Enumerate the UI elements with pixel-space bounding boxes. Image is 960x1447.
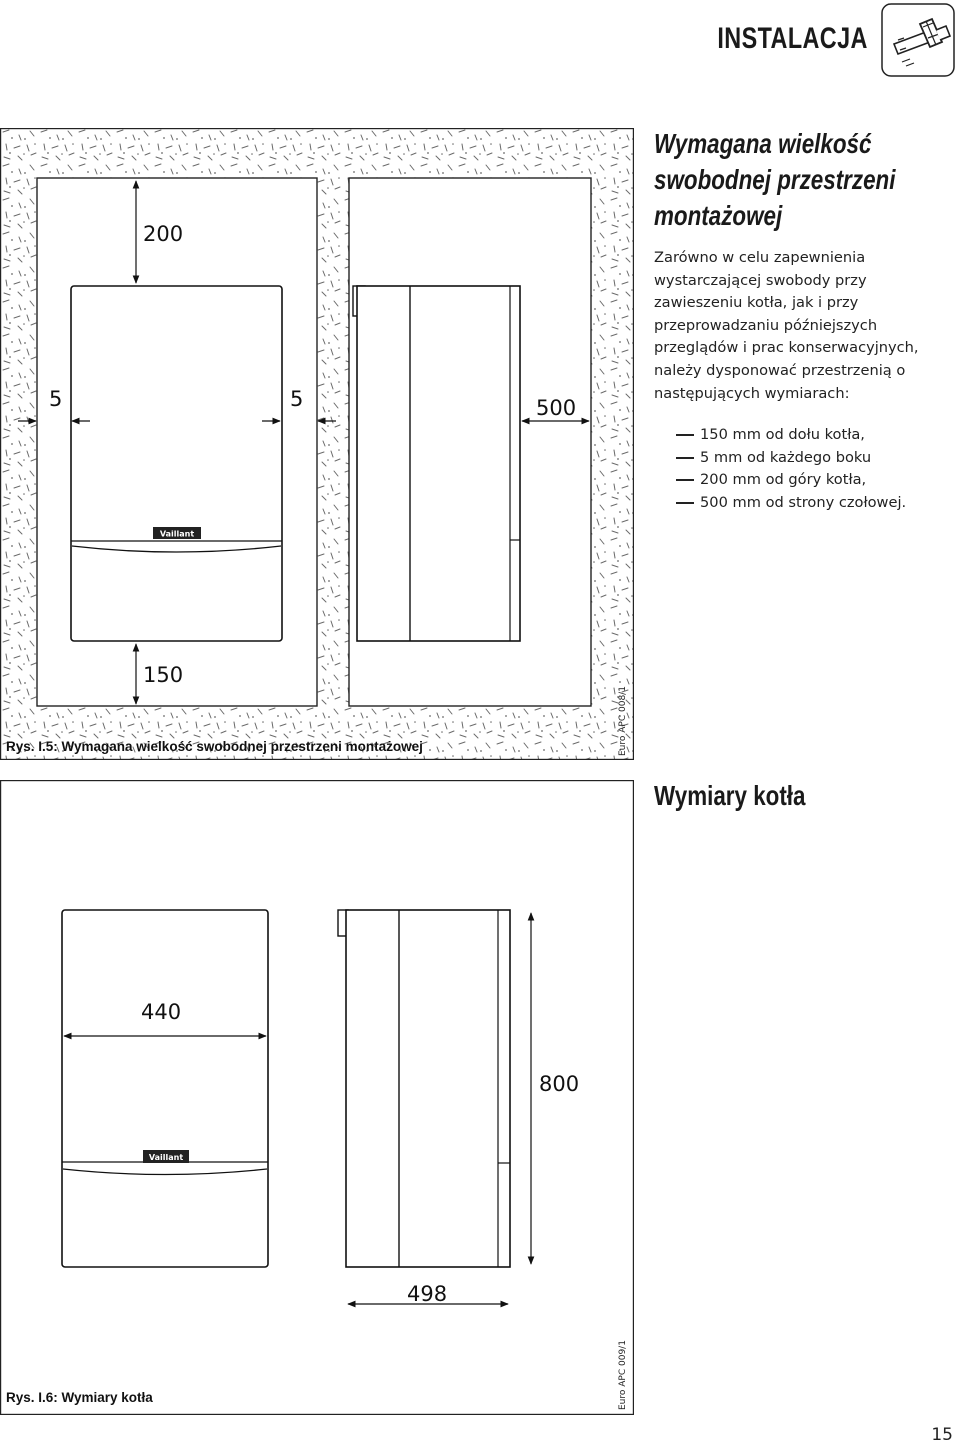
dim-front: 500: [536, 396, 577, 420]
clearance-heading: [654, 126, 895, 234]
intro-line: przeprowadzaniu późniejszych: [654, 316, 878, 334]
intro-line: Zarówno w celu zapewnienia: [654, 249, 866, 266]
dim-right: 5: [290, 387, 304, 411]
requirement-item: 150 mm od dołu kotła,: [676, 424, 906, 447]
fig2-brand: Vaillant: [148, 1153, 184, 1162]
requirement-item: 200 mm od góry kotła,: [676, 469, 906, 492]
clearance-heading-line: montażowej: [654, 200, 783, 231]
fig1-reference: Euro APC 008/1: [618, 686, 628, 756]
intro-line: należy dysponować przestrzenią o: [654, 361, 906, 379]
dim-top: 200: [143, 222, 184, 246]
clearance-figure: [0, 128, 634, 760]
section-title: INSTALACJA: [717, 22, 868, 55]
dim-height: 800: [539, 1072, 580, 1096]
clearance-heading-line: Wymagana wielkość: [654, 128, 872, 159]
fig2-reference: Euro APC 009/1: [618, 1340, 628, 1410]
dim-width: 440: [141, 1000, 182, 1024]
dimensions-heading: Wymiary kotła: [654, 780, 806, 811]
dim-depth: 498: [407, 1282, 448, 1306]
clearance-heading-line: swobodnej przestrzeni: [654, 164, 896, 195]
intro-line: wystarczającej swobody przy: [654, 271, 867, 289]
clearance-intro: [654, 247, 960, 405]
requirement-item: 500 mm od strony czołowej.: [676, 492, 906, 515]
fig1-caption: Rys. I.5: Wymagana wielkość swobodnej przestrzeni montażowej: [6, 739, 423, 754]
requirements-list: [676, 424, 906, 514]
dimensions-figure: [0, 780, 634, 1415]
intro-line: zawieszeniu kotła, jak i przy: [654, 294, 859, 312]
requirement-item: 5 mm od każdego boku: [676, 447, 906, 470]
dim-bottom: 150: [143, 663, 184, 687]
fig1-brand: Vaillant: [159, 529, 195, 539]
intro-line: następujących wymiarach:: [654, 384, 850, 402]
fig2-caption: Rys. I.6: Wymiary kotła: [6, 1390, 153, 1405]
pipe-fitting-icon: [880, 2, 956, 78]
page-number: 15: [931, 1425, 953, 1445]
dim-left: 5: [49, 387, 63, 411]
intro-line: przeglądów i prac konserwacyjnych,: [654, 339, 919, 357]
